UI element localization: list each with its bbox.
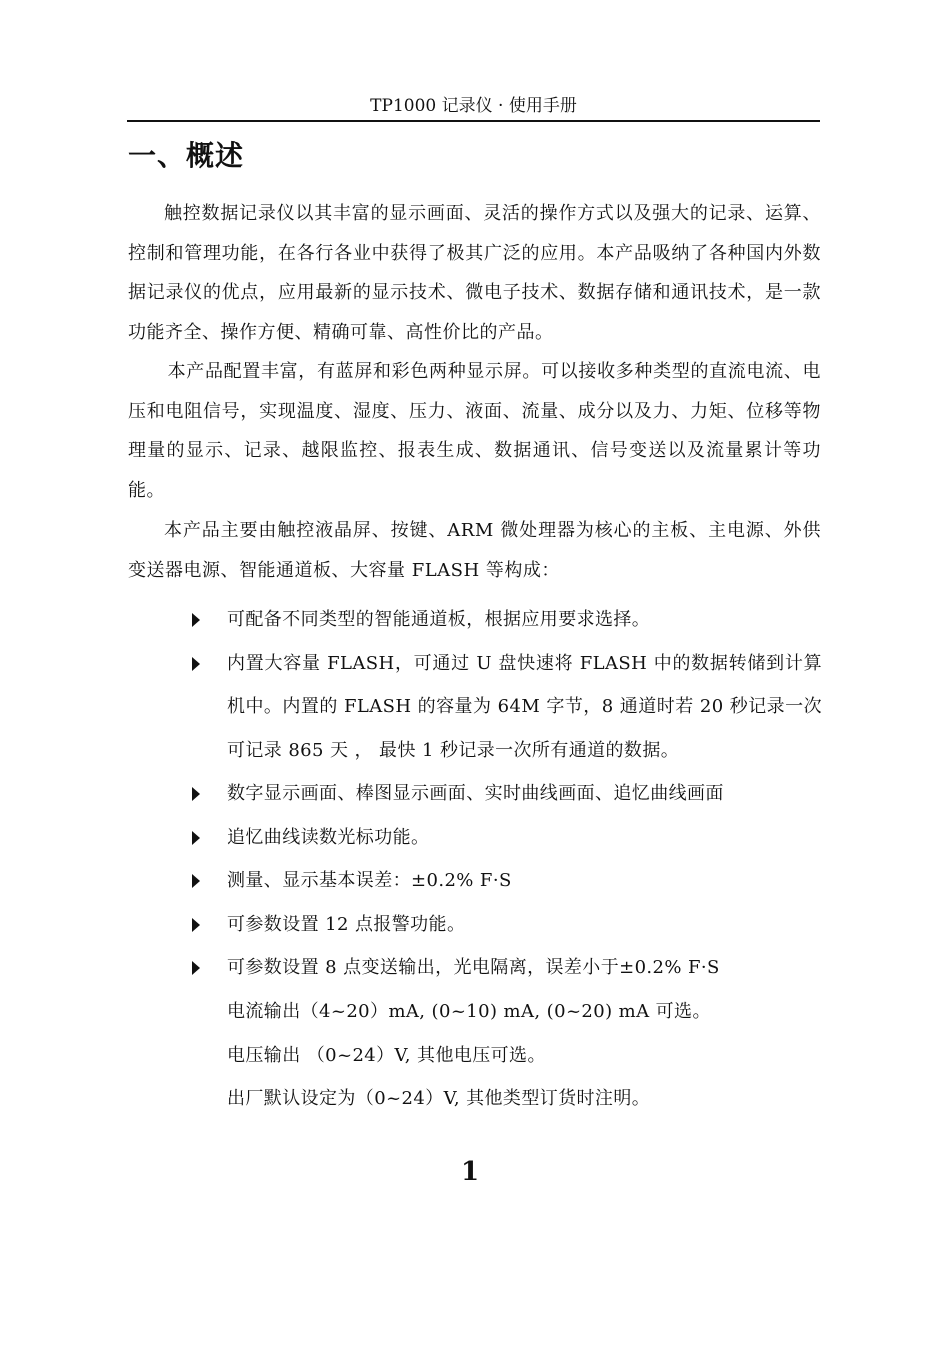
feature-item [190, 772, 822, 816]
feature-item [190, 816, 822, 860]
feature-text: 追忆曲线读数光标功能。 [227, 826, 430, 848]
header-rule [127, 120, 820, 122]
triangle-bullet-icon [190, 903, 204, 947]
feature-text: 可配备不同类型的智能通道板，根据应用要求选择。 [227, 609, 651, 630]
feature-text: 可参数设置 8 点变送输出，光电隔离，误差小于±0.2% F·S [227, 957, 720, 978]
feature-list [190, 598, 822, 990]
feature-item [190, 903, 822, 947]
triangle-bullet-icon [190, 816, 204, 860]
feature-item [190, 859, 822, 903]
intro-paragraph: 触控数据记录仪以其丰富的显示画面、灵活的操作方式以及强大的记录、运算、控制和管理功能，在各行各业中获得了极其广泛的应用。本产品吸纳了各种国内外数据记录仪的优点，应用最新的显示技术、微电子技术、数据存储和通讯技术，是一款功能齐全、操作方便、精确可靠、高性价比的产品。 [128, 203, 821, 343]
composition-paragraph: 本产品主要由触控液晶屏、按键、ARM 微处理器为核心的主板、主电源、外供变送器电源、智能通道板、大容量 FLASH 等构成： [128, 520, 821, 581]
output-options [227, 990, 827, 1121]
triangle-bullet-icon [190, 772, 204, 816]
configuration-paragraph: 本产品配置丰富，有蓝屏和彩色两种显示屏。可以接收多种类型的直流电流、电压和电阻信号，实现温度、湿度、压力、液面、流量、成分以及力、力矩、位移等物理量的显示、记录、越限监控、报表生成、数据通讯、信号变送以及流量累计等功能。 [128, 361, 821, 501]
feature-text: 内置大容量 FLASH，可通过 U 盘快速将 FLASH 中的数据转储到计算机中。内置的 FLASH 的容量为 64M 字节，8 通道时若 20 秒记录一次可记录 865 天 ， 最快 1 秒记录一次所有通道的数据。 [227, 652, 822, 761]
running-header: TP1000 记录仪 · 使用手册 [370, 96, 577, 116]
triangle-bullet-icon [190, 946, 204, 990]
current-output-line: 电流输出（4~20）mA, (0~10) mA, (0~20) mA 可选。 [227, 1001, 711, 1022]
feature-item [190, 946, 822, 990]
factory-default-line: 出厂默认设定为（0~24）V, 其他类型订货时注明。 [227, 1088, 651, 1109]
feature-item [190, 642, 822, 773]
feature-text: 测量、显示基本误差：±0.2% F·S [227, 870, 512, 891]
voltage-output-line: 电压输出 （0~24）V, 其他电压可选。 [227, 1044, 546, 1066]
triangle-bullet-icon [190, 642, 204, 686]
section-title: 一、概述 [128, 139, 245, 172]
triangle-bullet-icon [190, 859, 204, 903]
triangle-bullet-icon [190, 598, 204, 642]
page-number: 1 [460, 1157, 480, 1187]
feature-text: 数字显示画面、棒图显示画面、实时曲线画面、追忆曲线画面 [227, 783, 724, 804]
feature-text: 可参数设置 12 点报警功能。 [227, 913, 466, 935]
feature-item [190, 598, 822, 642]
